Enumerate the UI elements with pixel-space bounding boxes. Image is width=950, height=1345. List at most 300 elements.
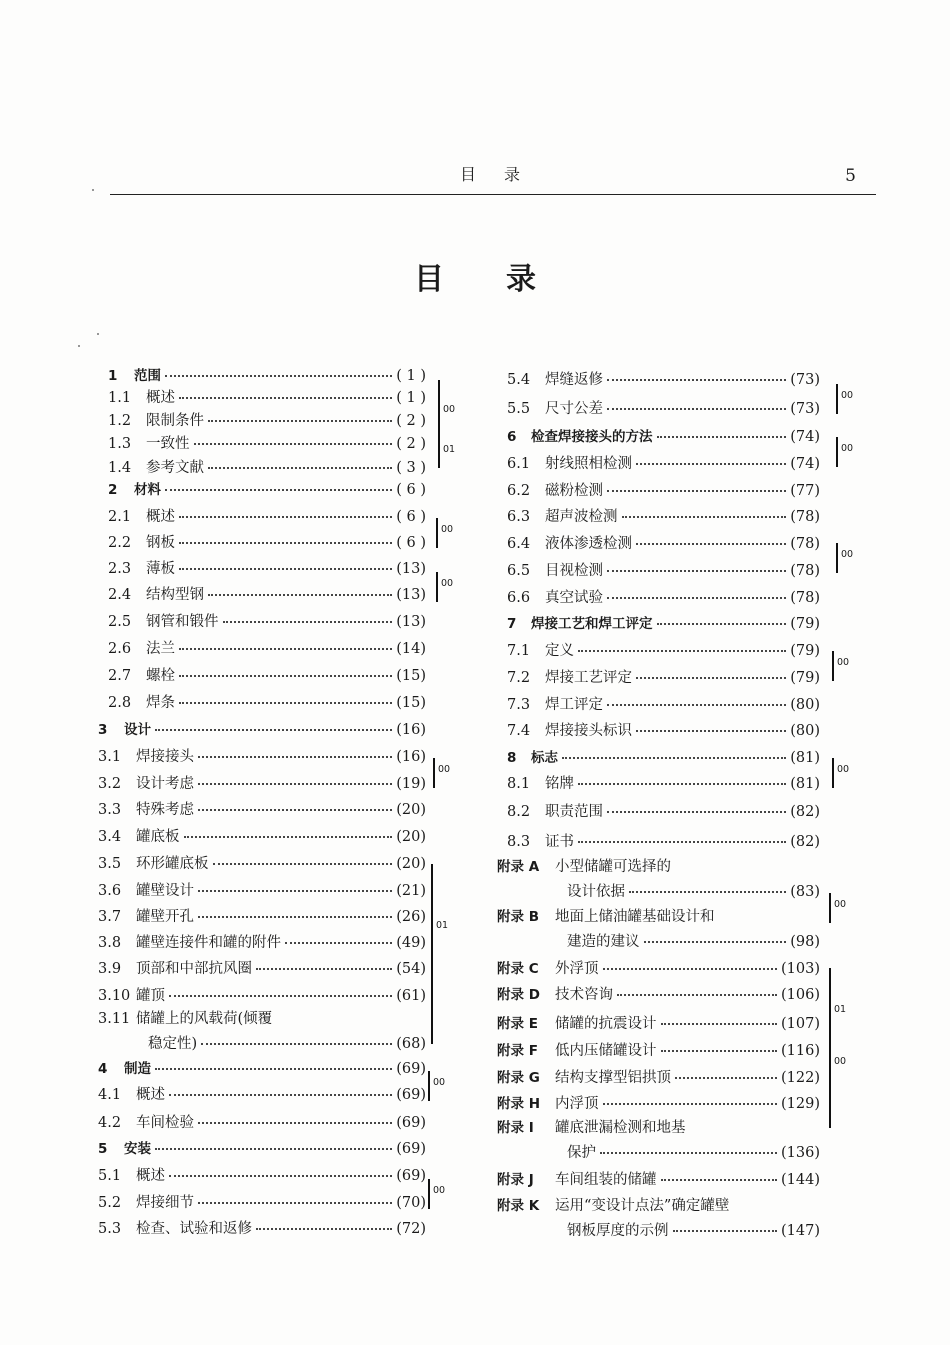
revision-bar [428, 1071, 430, 1101]
toc-entry-page: (72) [396, 1221, 426, 1237]
toc-entry-number: 2.7 [108, 668, 132, 684]
dot-leader [213, 863, 393, 865]
toc-entry-number: 3.10 [98, 988, 131, 1004]
toc-entry-page: ( 6 ) [396, 509, 426, 525]
toc-entry-number: 2.6 [108, 641, 132, 657]
revision-label: 00 [441, 578, 454, 589]
dot-leader [223, 621, 393, 623]
toc-entry-title: 结构支撑型铝拱顶 [555, 1070, 671, 1086]
dot-leader [198, 756, 392, 758]
revision-label: 00 [441, 524, 454, 535]
toc-entry-title: 液体渗透检测 [545, 536, 632, 552]
toc-section-entry [507, 800, 820, 821]
toc-entry-title: 真空试验 [545, 590, 603, 606]
scan-speck [97, 333, 99, 335]
toc-section-entry [108, 531, 426, 552]
toc-entry-page: (26) [396, 909, 426, 925]
toc-entry-page: (129) [781, 1096, 820, 1112]
toc-section-entry [98, 1191, 426, 1212]
toc-entry-number: 3.2 [98, 776, 122, 792]
toc-appendix-entry [497, 1116, 820, 1137]
dot-leader [661, 1179, 778, 1181]
toc-entry-page: (81) [790, 776, 820, 792]
dot-leader [179, 675, 392, 677]
toc-entry-number: 6.5 [507, 563, 531, 579]
dot-leader [256, 1228, 392, 1230]
toc-entry-page: ( 1 ) [396, 368, 426, 384]
toc-entry-page: (106) [781, 987, 820, 1003]
revision-label: 00 [837, 657, 850, 668]
toc-entry-number: 附录 H [497, 1096, 540, 1112]
toc-entry-page: (77) [790, 483, 820, 499]
page-title: 目录 [414, 262, 598, 297]
toc-entry-title: 车间组装的储罐 [555, 1172, 657, 1188]
toc-entry-title: 检查焊接接头的方法 [531, 429, 653, 445]
toc-entry-number: 1 [108, 368, 118, 384]
toc-entry-number: 5.4 [507, 372, 531, 388]
toc-section-entry [98, 1164, 426, 1185]
toc-entry-title: 设计 [124, 722, 151, 738]
revision-label: 01 [443, 444, 456, 455]
dot-leader [661, 1050, 778, 1052]
revision-bar [836, 384, 838, 414]
dot-leader [607, 490, 786, 492]
toc-entry-title: 尺寸公差 [545, 401, 603, 417]
toc-entry-title: 焊接接头标识 [545, 723, 632, 739]
page-number: 5 [845, 166, 856, 186]
dot-leader [179, 568, 392, 570]
toc-entry-number: 2.1 [108, 509, 132, 525]
toc-section-entry [507, 693, 820, 714]
toc-entry-title: 参考文献 [146, 460, 204, 476]
toc-entry-number: 3.9 [98, 961, 122, 977]
dot-leader [603, 1103, 778, 1105]
dot-leader [169, 1094, 392, 1096]
dot-leader [201, 1043, 392, 1045]
revision-label: 00 [438, 764, 451, 775]
toc-entry-title: 技术咨询 [555, 987, 613, 1003]
revision-label: 00 [834, 899, 847, 910]
toc-entry-number: 4 [98, 1061, 108, 1077]
toc-entry-title: 目视检测 [545, 563, 603, 579]
revision-bar [836, 543, 838, 573]
toc-entry-continuation [567, 1141, 820, 1162]
toc-entry-number: 6.2 [507, 483, 531, 499]
toc-appendix-entry [497, 1168, 820, 1189]
toc-entry-page: ( 2 ) [396, 436, 426, 452]
toc-section-entry [108, 409, 426, 430]
toc-section-entry [507, 452, 820, 473]
toc-entry-number: 7.3 [507, 697, 531, 713]
toc-entry-title: 结构型钢 [146, 587, 204, 603]
toc-entry-page: (49) [396, 935, 426, 951]
toc-entry-title: 职责范围 [545, 804, 603, 820]
toc-entry-page: (136) [781, 1145, 820, 1161]
toc-entry-page: (73) [790, 372, 820, 388]
toc-section-entry [108, 432, 426, 453]
toc-appendix-entry [497, 1066, 820, 1087]
toc-entry-page: (78) [790, 536, 820, 552]
toc-entry-title: 范围 [134, 368, 161, 384]
revision-label: 00 [841, 390, 854, 401]
revision-bar [431, 864, 433, 1044]
toc-entry-title-continued: 保护 [567, 1145, 596, 1161]
toc-entry-title: 射线照相检测 [545, 456, 632, 472]
toc-entry-title: 法兰 [146, 641, 175, 657]
toc-entry-title: 焊缝返修 [545, 372, 603, 388]
toc-entry-title: 储罐上的风载荷(倾覆 [136, 1011, 273, 1027]
toc-entry-page: (74) [790, 429, 820, 445]
dot-leader [198, 809, 392, 811]
toc-section-entry [507, 505, 820, 526]
revision-label: 00 [433, 1077, 446, 1088]
toc-entry-page: (16) [396, 749, 426, 765]
toc-entry-page: (73) [790, 401, 820, 417]
toc-section-entry [98, 1007, 426, 1028]
toc-entry-page: (80) [790, 697, 820, 713]
dot-leader [179, 648, 392, 650]
toc-appendix-entry [497, 905, 820, 926]
toc-entry-number: 3.7 [98, 909, 122, 925]
toc-entry-title: 标志 [531, 750, 558, 766]
toc-entry-number: 1.4 [108, 460, 132, 476]
toc-entry-number: 附录 A [497, 859, 540, 875]
toc-section-entry [507, 830, 820, 851]
toc-entry-page: (80) [790, 723, 820, 739]
toc-entry-title: 焊工评定 [545, 697, 603, 713]
toc-entry-title: 罐顶 [136, 988, 165, 1004]
toc-entry-page: (69) [396, 1141, 426, 1157]
dot-leader [198, 916, 392, 918]
dot-leader [673, 1230, 778, 1232]
toc-entry-title: 制造 [124, 1061, 151, 1077]
toc-entry-number: 5 [98, 1141, 108, 1157]
toc-entry-page: (147) [781, 1223, 820, 1239]
toc-entry-number: 8 [507, 750, 517, 766]
dot-leader [179, 397, 392, 399]
dot-leader [636, 463, 786, 465]
dot-leader [165, 375, 392, 377]
toc-section-entry [507, 666, 820, 687]
revision-label: 00 [834, 1056, 847, 1067]
toc-chapter-entry [507, 746, 820, 766]
scan-speck [78, 345, 80, 347]
toc-section-entry [98, 931, 426, 952]
toc-entry-page: (13) [396, 561, 426, 577]
toc-section-entry [108, 610, 426, 631]
toc-entry-title: 车间检验 [136, 1115, 194, 1131]
toc-entry-page: (19) [396, 776, 426, 792]
dot-leader [198, 1122, 392, 1124]
revision-bar [829, 893, 831, 923]
toc-entry-number: 8.1 [507, 776, 531, 792]
toc-entry-title: 设计考虑 [136, 776, 194, 792]
toc-entry-page: ( 6 ) [396, 482, 426, 498]
revision-label: 01 [834, 1004, 847, 1015]
toc-entry-title: 概述 [146, 509, 175, 525]
toc-entry-number: 3.11 [98, 1011, 131, 1027]
toc-entry-title: 顶部和中部抗风圈 [136, 961, 252, 977]
dot-leader [155, 729, 392, 731]
toc-entry-continuation [148, 1032, 426, 1053]
revision-bar [829, 968, 831, 1128]
dot-leader [600, 1152, 777, 1154]
toc-section-entry [98, 1217, 426, 1238]
dot-leader [661, 1023, 778, 1025]
toc-entry-title: 薄板 [146, 561, 175, 577]
toc-chapter-entry [98, 718, 426, 738]
toc-appendix-entry [497, 855, 820, 876]
toc-entry-page: ( 2 ) [396, 413, 426, 429]
toc-entry-page: ( 1 ) [396, 390, 426, 406]
toc-entry-title: 定义 [545, 643, 574, 659]
toc-entry-number: 7.1 [507, 643, 531, 659]
toc-entry-number: 3.8 [98, 935, 122, 951]
dot-leader [657, 436, 787, 438]
toc-entry-number: 4.2 [98, 1115, 122, 1131]
toc-entry-page: (82) [790, 804, 820, 820]
toc-entry-title: 低内压储罐设计 [555, 1043, 657, 1059]
toc-section-entry [98, 905, 426, 926]
toc-entry-page: (14) [396, 641, 426, 657]
toc-entry-number: 附录 C [497, 961, 539, 977]
toc-entry-page: (79) [790, 643, 820, 659]
toc-entry-title: 环形罐底板 [136, 856, 209, 872]
dot-leader [208, 420, 392, 422]
toc-appendix-entry [497, 1092, 820, 1113]
dot-leader [179, 516, 392, 518]
revision-bar [832, 758, 834, 788]
dot-leader [607, 379, 786, 381]
revision-bar [832, 651, 834, 681]
toc-appendix-entry [497, 1012, 820, 1033]
dot-leader [629, 891, 786, 893]
toc-entry-title: 螺栓 [146, 668, 175, 684]
dot-leader [208, 594, 392, 596]
toc-entry-page: (78) [790, 509, 820, 525]
toc-section-entry [108, 557, 426, 578]
toc-entry-title: 超声波检测 [545, 509, 618, 525]
toc-entry-continuation [567, 880, 820, 901]
toc-entry-page: (69) [396, 1087, 426, 1103]
toc-entry-title: 特殊考虑 [136, 802, 194, 818]
dot-leader [617, 994, 777, 996]
revision-bar [436, 572, 438, 602]
toc-entry-page: (78) [790, 590, 820, 606]
toc-entry-page: (16) [396, 722, 426, 738]
toc-entry-title: 小型储罐可选择的 [555, 859, 671, 875]
toc-section-entry [98, 772, 426, 793]
dot-leader [607, 408, 786, 410]
toc-entry-number: 6 [507, 429, 517, 445]
toc-entry-page: (98) [790, 934, 820, 950]
dot-leader [198, 783, 392, 785]
toc-chapter-entry [507, 612, 820, 632]
toc-entry-page: (69) [396, 1115, 426, 1131]
dot-leader [636, 730, 786, 732]
toc-entry-title: 焊接工艺和焊工评定 [531, 616, 653, 632]
toc-entry-title: 地面上储油罐基础设计和 [555, 909, 715, 925]
toc-entry-number: 3.4 [98, 829, 122, 845]
running-header [110, 158, 876, 195]
dot-leader [603, 968, 778, 970]
toc-section-entry [108, 691, 426, 712]
toc-section-entry [98, 957, 426, 978]
toc-entry-title-continued: 稳定性) [148, 1036, 198, 1052]
toc-entry-title: 储罐的抗震设计 [555, 1016, 657, 1032]
toc-entry-page: (74) [790, 456, 820, 472]
toc-entry-title: 一致性 [146, 436, 190, 452]
revision-label: 00 [443, 404, 456, 415]
toc-entry-page: (13) [396, 614, 426, 630]
toc-entry-continuation [567, 1219, 820, 1240]
toc-entry-page: (61) [396, 988, 426, 1004]
toc-appendix-entry [497, 983, 820, 1004]
toc-appendix-entry [497, 957, 820, 978]
revision-bar [836, 437, 838, 467]
toc-entry-number: 附录 D [497, 987, 540, 1003]
toc-entry-page: (13) [396, 587, 426, 603]
toc-section-entry [108, 583, 426, 604]
toc-section-entry [98, 825, 426, 846]
toc-entry-title-continued: 建造的建议 [567, 934, 640, 950]
toc-chapter-entry [98, 1057, 426, 1077]
toc-section-entry [507, 772, 820, 793]
toc-entry-page: (116) [781, 1043, 820, 1059]
toc-entry-number: 7.2 [507, 670, 531, 686]
toc-entry-title: 罐壁开孔 [136, 909, 194, 925]
dot-leader [256, 968, 392, 970]
toc-entry-number: 8.3 [507, 834, 531, 850]
revision-label: 00 [841, 549, 854, 560]
toc-entry-number: 5.2 [98, 1195, 122, 1211]
toc-entry-number: 附录 K [497, 1198, 540, 1214]
dot-leader [198, 890, 392, 892]
toc-entry-page: (68) [396, 1036, 426, 1052]
toc-entry-title: 概述 [146, 390, 175, 406]
toc-section-entry [108, 505, 426, 526]
dot-leader [285, 942, 392, 944]
toc-entry-title: 焊条 [146, 695, 175, 711]
toc-entry-number: 附录 F [497, 1043, 538, 1059]
revision-label: 00 [837, 764, 850, 775]
toc-chapter-entry [108, 364, 426, 384]
dot-leader [208, 467, 392, 469]
toc-entry-page: (15) [396, 695, 426, 711]
toc-entry-title: 磁粉检测 [545, 483, 603, 499]
dot-leader [165, 489, 392, 491]
dot-leader [578, 783, 786, 785]
toc-entry-title: 检查、试验和返修 [136, 1221, 252, 1237]
toc-entry-number: 附录 E [497, 1016, 538, 1032]
toc-chapter-entry [108, 478, 426, 498]
toc-entry-number: 2.8 [108, 695, 132, 711]
dot-leader [607, 704, 786, 706]
toc-entry-title: 焊接工艺评定 [545, 670, 632, 686]
toc-entry-number: 2 [108, 482, 118, 498]
toc-section-entry [98, 798, 426, 819]
toc-section-entry [98, 1111, 426, 1132]
toc-entry-page: (15) [396, 668, 426, 684]
toc-entry-title: 材料 [134, 482, 161, 498]
toc-section-entry [507, 397, 820, 418]
toc-entry-number: 附录 I [497, 1120, 534, 1136]
dot-leader [155, 1068, 392, 1070]
toc-section-entry [98, 1083, 426, 1104]
toc-entry-number: 附录 B [497, 909, 539, 925]
toc-chapter-entry [98, 1137, 426, 1157]
toc-entry-title: 安装 [124, 1141, 151, 1157]
dot-leader [607, 570, 786, 572]
toc-entry-continuation [567, 930, 820, 951]
toc-entry-title: 罐底泄漏检测和地基 [555, 1120, 686, 1136]
revision-label: 00 [433, 1185, 446, 1196]
revision-label: 01 [436, 920, 449, 931]
toc-entry-title: 内浮顶 [555, 1096, 599, 1112]
toc-entry-number: 1.1 [108, 390, 132, 406]
dot-leader [607, 597, 786, 599]
toc-entry-page: (20) [396, 802, 426, 818]
toc-section-entry [507, 368, 820, 389]
toc-entry-title: 证书 [545, 834, 574, 850]
toc-entry-title: 罐壁连接件和罐的附件 [136, 935, 281, 951]
revision-bar [428, 1179, 430, 1209]
toc-entry-title: 概述 [136, 1087, 165, 1103]
toc-section-entry [98, 852, 426, 873]
toc-entry-page: (79) [790, 670, 820, 686]
toc-section-entry [98, 745, 426, 766]
toc-entry-page: (83) [790, 884, 820, 900]
toc-entry-page: (20) [396, 829, 426, 845]
toc-section-entry [507, 719, 820, 740]
dot-leader [179, 542, 392, 544]
toc-entry-title-continued: 设计依据 [567, 884, 625, 900]
toc-entry-page: (107) [781, 1016, 820, 1032]
dot-leader [194, 443, 393, 445]
dot-leader [644, 941, 787, 943]
revision-bar [438, 380, 440, 468]
toc-section-entry [507, 586, 820, 607]
dot-leader [657, 623, 787, 625]
revision-label: 00 [841, 443, 854, 454]
toc-entry-page: ( 3 ) [396, 460, 426, 476]
toc-entry-page: (81) [790, 750, 820, 766]
toc-entry-title: 钢管和锻件 [146, 614, 219, 630]
toc-appendix-entry [497, 1194, 820, 1215]
running-title: 目录 [460, 165, 549, 184]
toc-entry-number: 2.5 [108, 614, 132, 630]
toc-entry-number: 4.1 [98, 1087, 122, 1103]
toc-entry-number: 3.3 [98, 802, 122, 818]
toc-section-entry [108, 637, 426, 658]
toc-entry-title: 钢板 [146, 535, 175, 551]
toc-entry-number: 附录 G [497, 1070, 540, 1086]
toc-entry-number: 7.4 [507, 723, 531, 739]
toc-entry-page: (122) [781, 1070, 820, 1086]
toc-section-entry [507, 559, 820, 580]
toc-entry-page: (20) [396, 856, 426, 872]
toc-entry-number: 5.1 [98, 1168, 122, 1184]
revision-bar [436, 518, 438, 548]
toc-section-entry [108, 664, 426, 685]
toc-entry-number: 5.3 [98, 1221, 122, 1237]
dot-leader [562, 757, 786, 759]
toc-entry-page: (54) [396, 961, 426, 977]
toc-appendix-entry [497, 1039, 820, 1060]
toc-entry-page: (144) [781, 1172, 820, 1188]
toc-entry-number: 3.1 [98, 749, 122, 765]
dot-leader [169, 1175, 392, 1177]
